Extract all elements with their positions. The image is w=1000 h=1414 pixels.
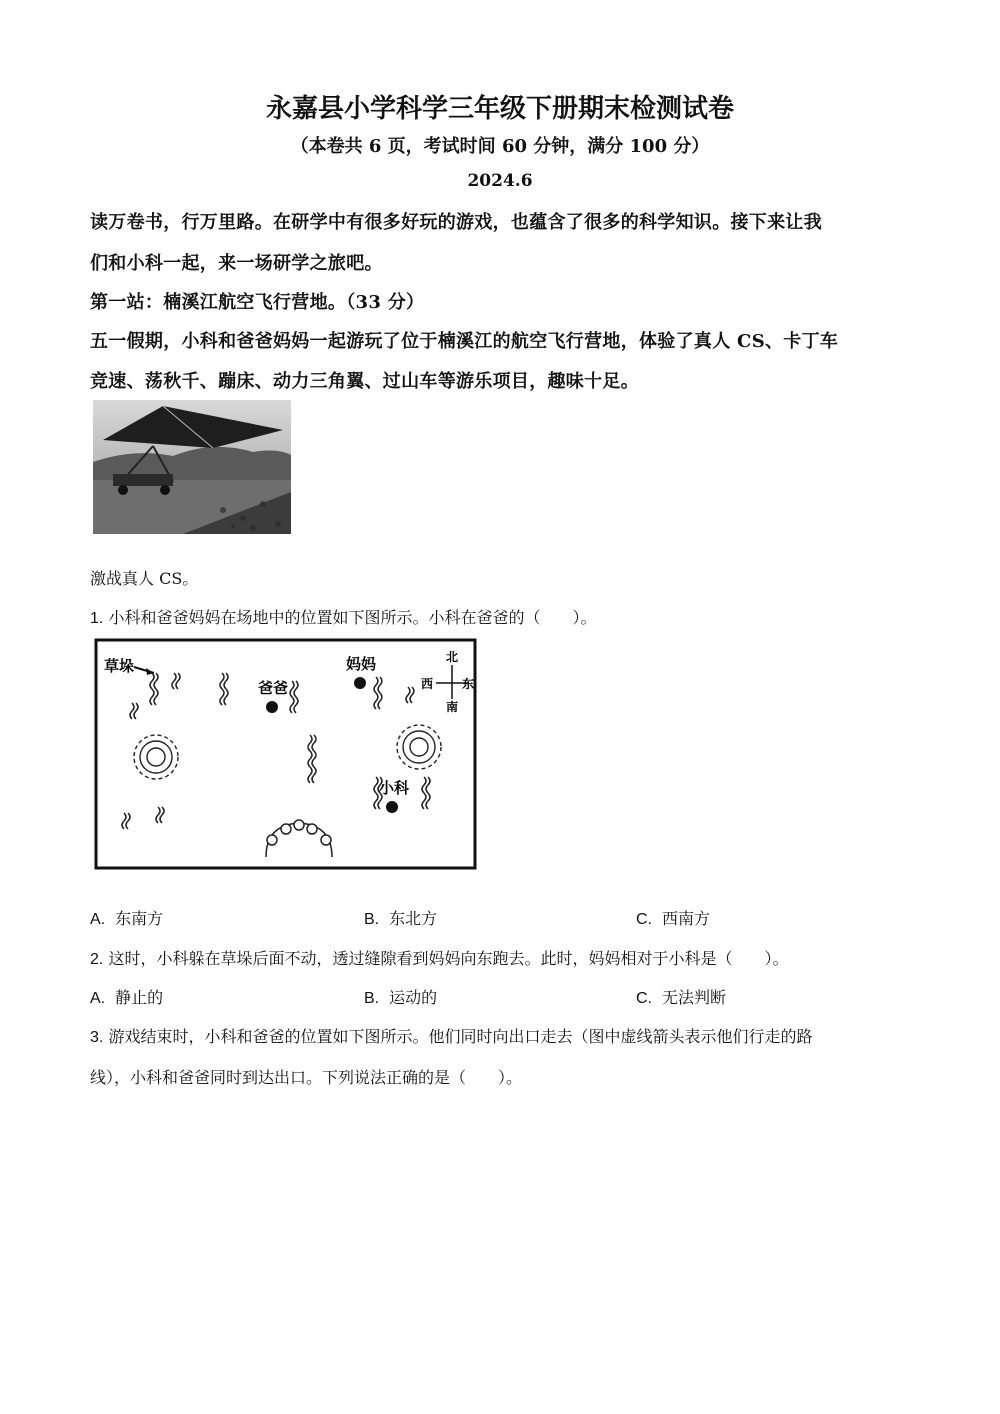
question-2-number: 2. (90, 951, 104, 968)
question-1 (90, 605, 596, 628)
field-map-diagram (94, 637, 478, 871)
q2-option-a-letter: A. (90, 990, 106, 1007)
station1-heading: 第一站：楠溪江航空飞行营地。（33 分） (90, 292, 425, 313)
dad-label: 爸爸 (258, 679, 289, 697)
exam-title: 永嘉县小学科学三年级下册期末检测试卷 (265, 94, 734, 124)
q1-option-a[interactable] (90, 906, 163, 929)
q1-option-c-text: 西南方 (662, 909, 711, 928)
q2-option-c-letter: C. (636, 990, 652, 1007)
q2-option-b[interactable] (364, 985, 437, 1008)
compass-east: 东 (462, 677, 475, 691)
question-3-text-line-2: 线），小科和爸爸同时到达出口。下列说法正确的是（ ）。 (90, 1068, 523, 1087)
question-2 (90, 946, 788, 969)
intro-line-2: 们和小科一起，来一场研学之旅吧。 (90, 253, 383, 274)
mom-marker (354, 677, 366, 689)
dad-marker (266, 701, 278, 713)
question-3-text-line-1: 游戏结束时，小科和爸爸的位置如下图所示。他们同时向出口走去（图中虚线箭头表示他们行走的路 (108, 1027, 813, 1046)
question-3-number: 3. (90, 1029, 104, 1046)
q1-option-b[interactable] (364, 906, 437, 929)
hang-glider-photo (93, 400, 291, 534)
q1-option-a-text: 东南方 (115, 909, 164, 928)
exam-date: 2024.6 (467, 171, 533, 191)
question-1-text: 小科和爸爸妈妈在场地中的位置如下图所示。小科在爸爸的（ ）。 (108, 608, 597, 627)
compass-south: 南 (446, 700, 459, 714)
question-2-text: 这时，小科躲在草垛后面不动，透过缝隙看到妈妈向东跑去。此时，妈妈相对于小科是（ ）。 (108, 949, 789, 968)
q1-option-b-letter: B. (364, 911, 380, 928)
exam-subtitle: （本卷共 6 页，考试时间 60 分钟，满分 100 分） (290, 136, 710, 157)
compass-west: 西 (421, 677, 434, 691)
mom-label: 妈妈 (346, 655, 377, 673)
compass-north: 北 (446, 650, 459, 664)
q2-option-b-text: 运动的 (389, 988, 438, 1007)
q2-option-b-letter: B. (364, 990, 380, 1007)
q1-option-a-letter: A. (90, 911, 106, 928)
station1-desc-line-2: 竞速、荡秋千、蹦床、动力三角翼、过山车等游乐项目，趣味十足。 (90, 371, 639, 392)
question-3 (90, 1024, 920, 1047)
xiaoke-label: 小科 (379, 779, 410, 797)
photo-caption: 激战真人 CS。 (90, 569, 199, 588)
q2-option-c[interactable] (636, 985, 726, 1008)
q2-option-a-text: 静止的 (115, 988, 164, 1007)
q1-option-c[interactable] (636, 906, 710, 929)
haystack-label: 草垛 (104, 657, 135, 675)
station1-desc-line-1: 五一假期，小科和爸爸妈妈一起游玩了位于楠溪江的航空飞行营地，体验了真人 CS、卡丁车 (90, 331, 839, 352)
q1-option-b-text: 东北方 (389, 909, 438, 928)
xiaoke-marker (386, 801, 398, 813)
q2-option-a[interactable] (90, 985, 163, 1008)
intro-line-1: 读万卷书，行万里路。在研学中有很多好玩的游戏，也蕴含了很多的科学知识。接下来让我 (90, 212, 822, 233)
q1-option-c-letter: C. (636, 911, 652, 928)
question-1-number: 1. (90, 610, 104, 627)
q2-option-c-text: 无法判断 (662, 988, 727, 1007)
